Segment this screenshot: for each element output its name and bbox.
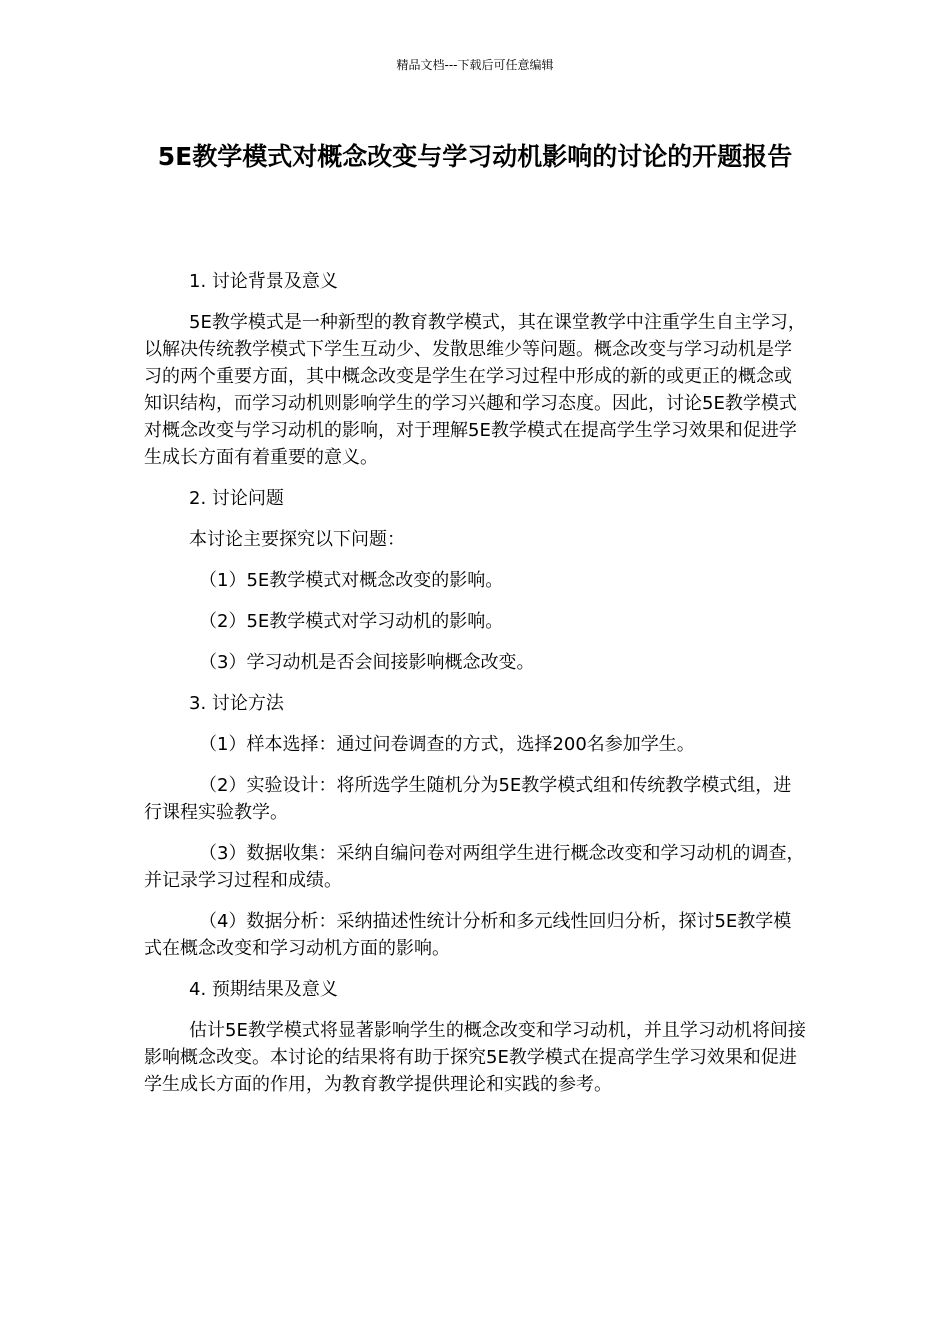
list-item-question-3: （3）学习动机是否会间接影响概念改变。 — [199, 652, 535, 673]
list-item-method-1: （1）样本选择：通过问卷调查的方式，选择200名参加学生。 — [199, 734, 695, 755]
list-item-question-1: （1）5E教学模式对概念改变的影响。 — [199, 570, 504, 591]
list-item-method-4: （4）数据分析：采纳描述性统计分析和多元线性回归分析，探讨5E教学模式在概念改变和学习动机方面的影响。 — [144, 911, 792, 959]
list-item-question-2: （2）5E教学模式对学习动机的影响。 — [199, 611, 504, 632]
page-header: 精品文档---下载后可任意编辑 — [396, 58, 554, 72]
section-heading-results: 4. 预期结果及意义 — [189, 979, 338, 1000]
document-title: 5E教学模式对概念改变与学习动机影响的讨论的开题报告 — [157, 142, 793, 171]
section-heading-questions: 2. 讨论问题 — [189, 488, 284, 509]
section-heading-methods: 3. 讨论方法 — [189, 693, 284, 714]
section-heading-background: 1. 讨论背景及意义 — [189, 271, 338, 292]
paragraph-results: 估计5E教学模式将显著影响学生的概念改变和学习动机，并且学习动机将间接影响概念改变。本讨论的结果将有助于探究5E教学模式在提高学生学习效果和促进学生成长方面的作用，为教育教学提供理论和实践的参考。 — [144, 1020, 806, 1095]
list-item-method-3: （3）数据收集：采纳自编问卷对两组学生进行概念改变和学习动机的调查，并记录学习过程和成绩。 — [144, 843, 805, 891]
paragraph-questions-intro: 本讨论主要探究以下问题： — [189, 529, 405, 550]
document-body — [144, 268, 806, 1112]
paragraph-background: 5E教学模式是一种新型的教育教学模式，其在课堂教学中注重学生自主学习，以解决传统教学模式下学生互动少、发散思维少等问题。概念改变与学习动机是学习的两个重要方面，其中概念改变是学生在学习过程中形成的新的或更正的概念或知识结构，而学习动机则影响学生的学习兴趣和学习态度。因此，讨论5E教学模式对概念改变与学习动机的影响，对于理解5E教学模式在提高学生学习效果和促进学生成长方面有着重要的意义。 — [144, 312, 806, 468]
list-item-method-2: （2）实验设计：将所选学生随机分为5E教学模式组和传统教学模式组，进行课程实验教学。 — [144, 775, 792, 823]
